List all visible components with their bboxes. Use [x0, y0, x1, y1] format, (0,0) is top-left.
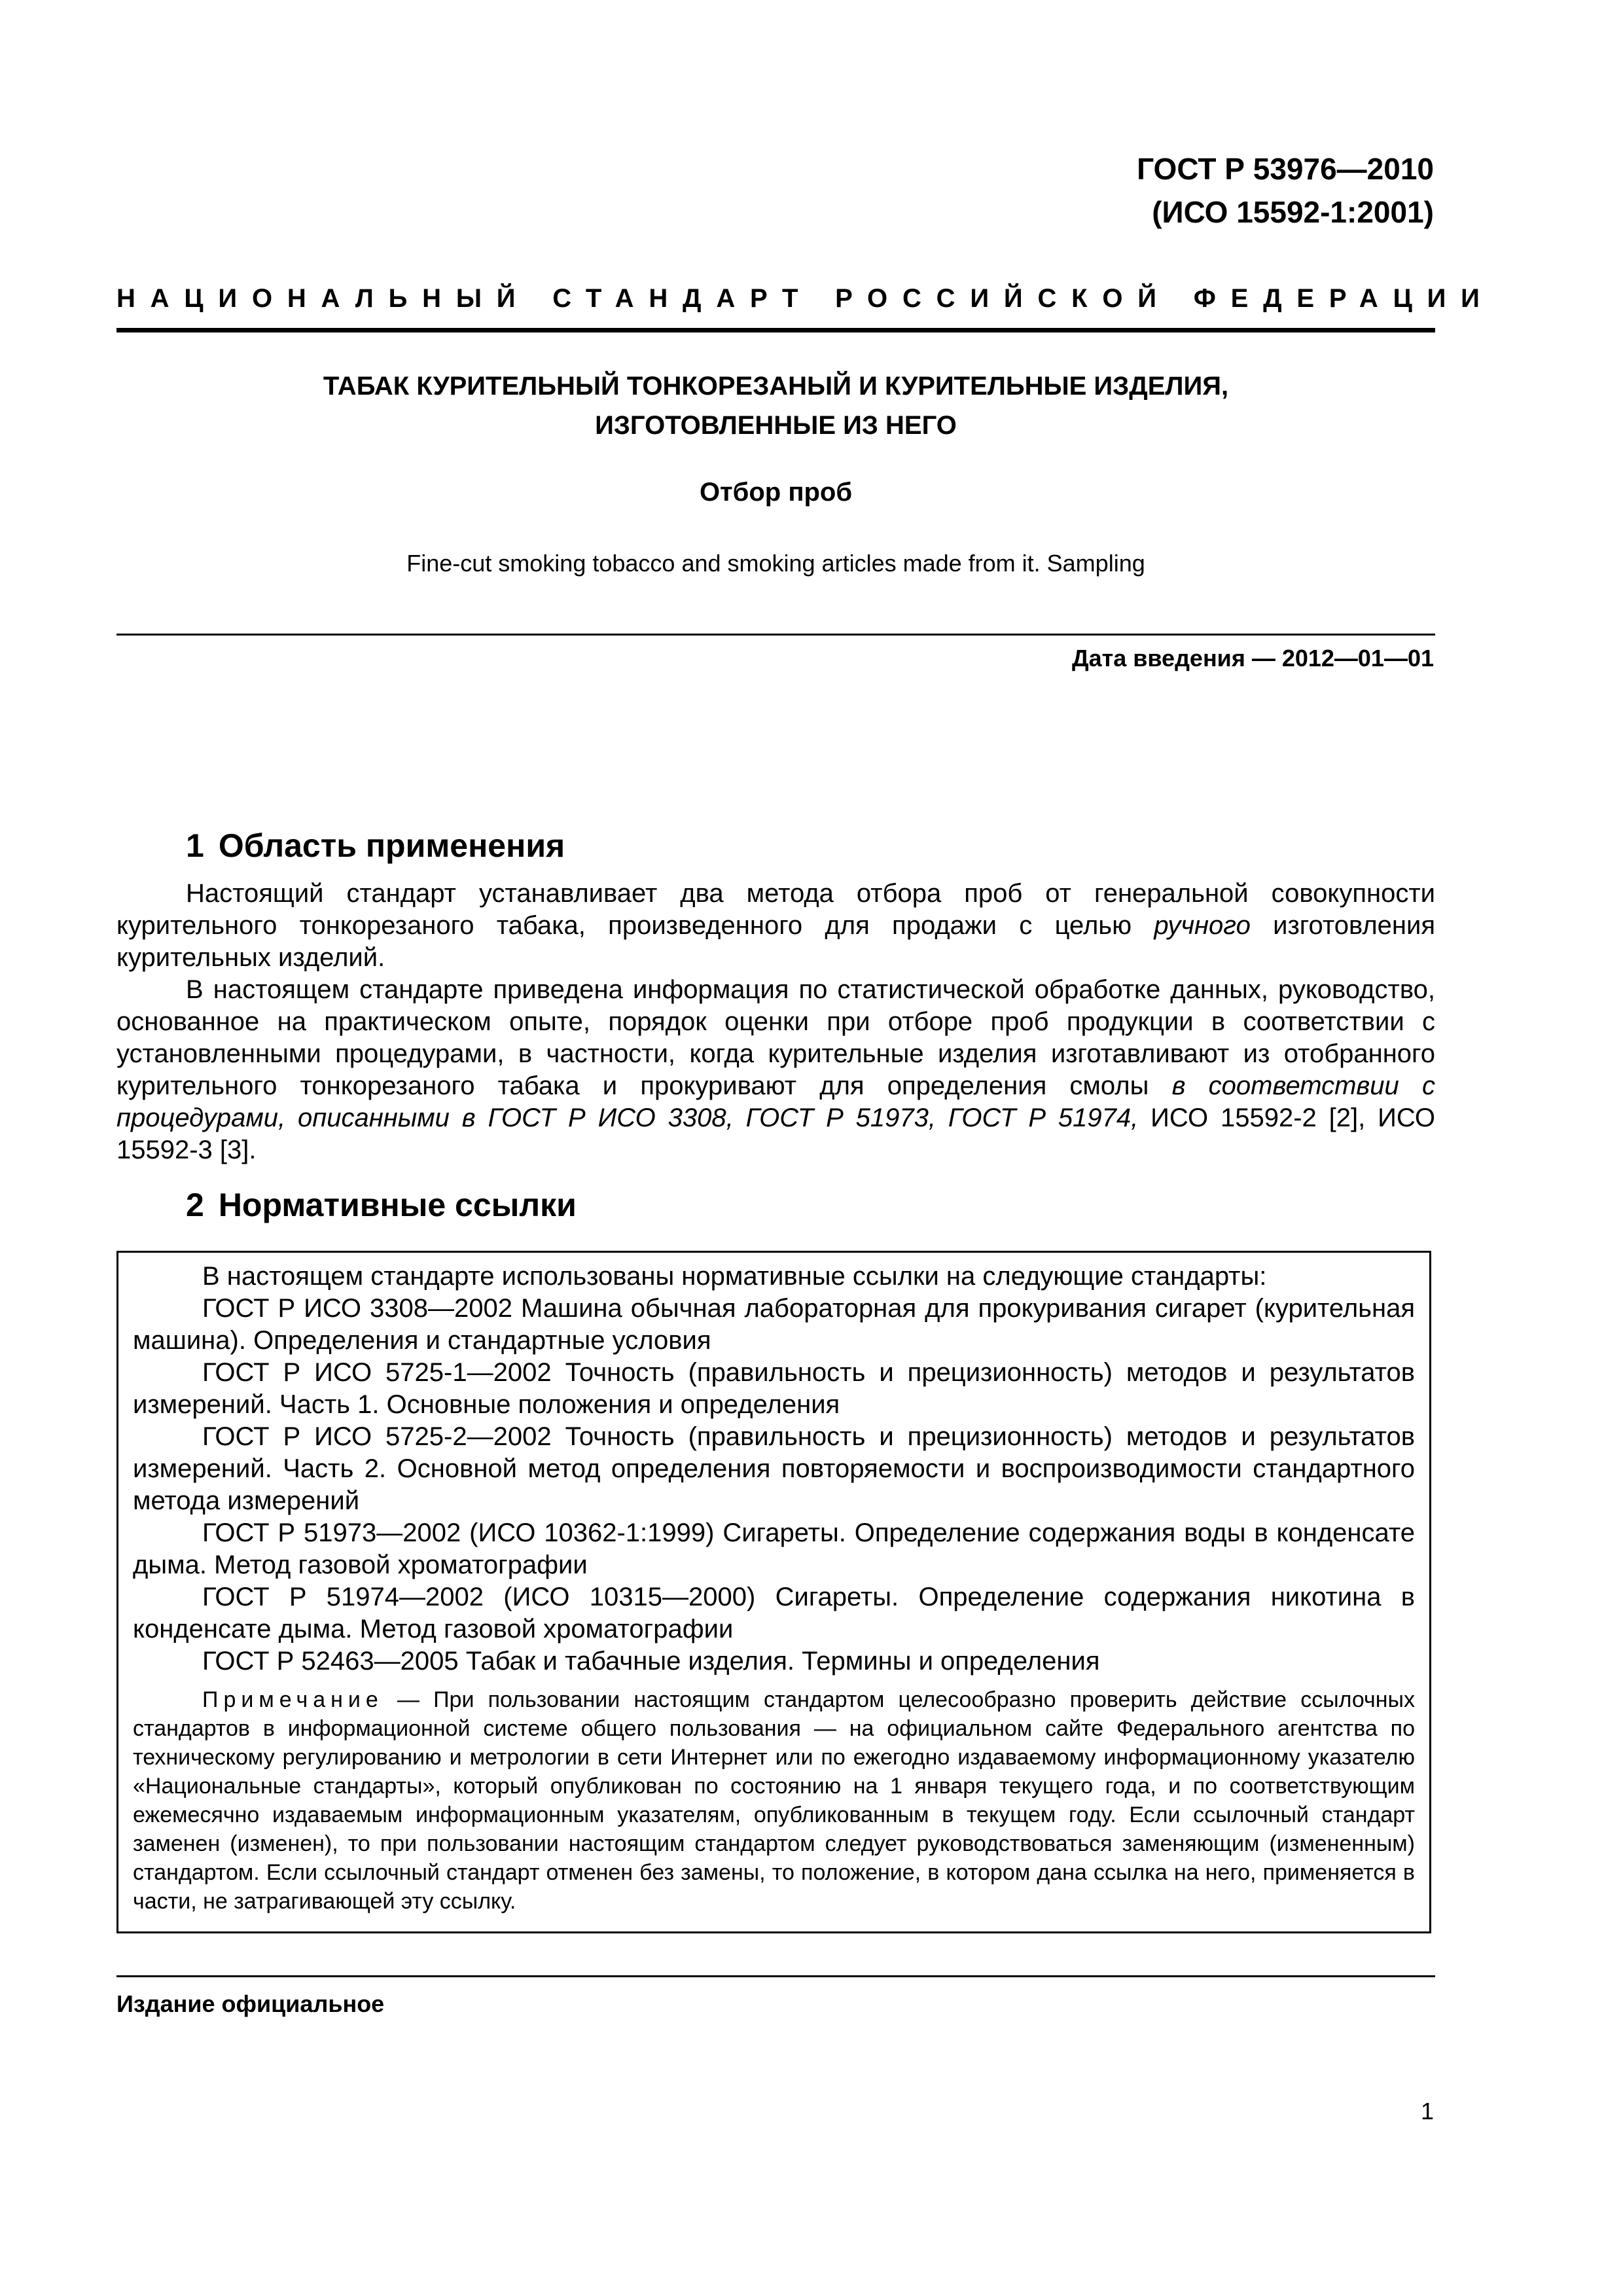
reference-item: ГОСТ Р ИСО 5725-1—2002 Точность (правильность и прецизионность) методов и результатов измерений. Часть 1. Основные положения и определения — [133, 1358, 1415, 1419]
normative-references-box — [116, 1251, 1431, 1933]
gost-designation — [1137, 147, 1434, 234]
section-1-title: Область применения — [218, 827, 565, 864]
title-line-2: ИЗГОТОВЛЕННЫЕ ИЗ НЕГО — [595, 411, 957, 440]
intro-date: Дата введения — 2012—01—01 — [1071, 645, 1434, 672]
note-text: — При пользовании настоящим стандартом целесообразно проверить действие ссылочных стандартов в информационной системе общего пользования — на официальном сайте Федерального агентства по техническому регулированию и метрологии в сети Интернет или по ежегодно издаваемому информационному указателю «Национальные стандарты», который опубликован по состоянию на 1 января текущего года, и по соответствующим ежемесячно издаваемым информационным указателям, опубликованным в текущем году. Если ссылочный стандарт заменен (изменен), то при пользовании настоящим стандартом следует руководствоваться заменяющим (измененным) стандартом. Если ссылочный стандарт отменен без замены, то положение, в котором дана ссылка на него, применяется в части, не затрагивающей эту ссылку. — [133, 1687, 1415, 1914]
section-1-number: 1 — [186, 827, 204, 864]
english-title: Fine-cut smoking tobacco and smoking articles made from it. Sampling — [406, 550, 1145, 577]
section-1-heading — [186, 827, 565, 865]
title-line-1: ТАБАК КУРИТЕЛЬНЫЙ ТОНКОРЕЗАНЫЙ И КУРИТЕЛЬНЫЕ ИЗДЕЛИЯ, — [323, 372, 1229, 401]
footer-rule — [116, 1975, 1435, 1977]
reference-item: ГОСТ Р 51973—2002 (ИСО 10362-1:1999) Сигареты. Определение содержания воды в конденсате дыма. Метод газовой хроматографии — [133, 1518, 1415, 1579]
references-intro: В настоящем стандарте использованы нормативные ссылки на следующие стандарты: — [202, 1262, 1267, 1291]
title-rule — [116, 634, 1435, 636]
header-rule — [116, 328, 1435, 332]
reference-item: ГОСТ Р ИСО 5725-2—2002 Точность (правильность и прецизионность) методов и результатов измерений. Часть 2. Основной метод определения повторяемости и воспроизводимости стандартного метода измерений — [133, 1422, 1415, 1515]
national-standard-banner: НАЦИОНАЛЬНЫЙ СТАНДАРТ РОССИЙСКОЙ ФЕДЕРАЦИИ — [116, 284, 1495, 313]
note-label: Примечание — [202, 1687, 383, 1712]
section-2-number: 2 — [186, 1187, 204, 1223]
page-number: 1 — [1420, 2098, 1434, 2125]
reference-item: ГОСТ Р ИСО 3308—2002 Машина обычная лабораторная для прокуривания сигарет (курительная машина). Определения и стандартные условия — [133, 1294, 1415, 1355]
document-subtitle: Отбор проб — [699, 478, 853, 507]
section-1-paragraph-1: Настоящий стандарт устанавливает два метода отбора проб от генеральной совокупности курительного тонкорезаного табака, произведенного для продажи с целью ручного изготовления курительных изделий. — [116, 879, 1435, 972]
gost-number: ГОСТ Р 53976—2010 — [1137, 152, 1434, 186]
official-edition-label: Издание официальное — [116, 1990, 385, 2017]
reference-item: ГОСТ Р 51974—2002 (ИСО 10315—2000) Сигареты. Определение содержания никотина в конденсате дыма. Метод газовой хроматографии — [133, 1583, 1415, 1643]
section-1-paragraph-2: В настоящем стандарте приведена информация по статистической обработке данных, руководство, основанное на практическом опыте, порядок оценки при отборе проб продукции в соответствии с установленными процедурами, в частности, когда курительные изделия изготавливают из отобранного курительного тонкорезаного табака и прокуривают для определения смолы в соответствии с процедурами, описанными в ГОСТ Р ИСО 3308, ГОСТ Р 51973, ГОСТ Р 51974, ИСО 15592-2 [2], ИСО 15592-3 [3]. — [116, 975, 1436, 1164]
references-note — [133, 1685, 1415, 1916]
reference-item: ГОСТ Р 52463—2005 Табак и табачные изделия. Термины и определения — [202, 1647, 1100, 1676]
section-1-body — [116, 878, 1435, 1166]
section-2-title: Нормативные ссылки — [218, 1187, 577, 1223]
document-title — [116, 367, 1435, 445]
iso-number: (ИСО 15592-1:2001) — [1152, 195, 1434, 229]
section-2-heading — [186, 1186, 577, 1224]
